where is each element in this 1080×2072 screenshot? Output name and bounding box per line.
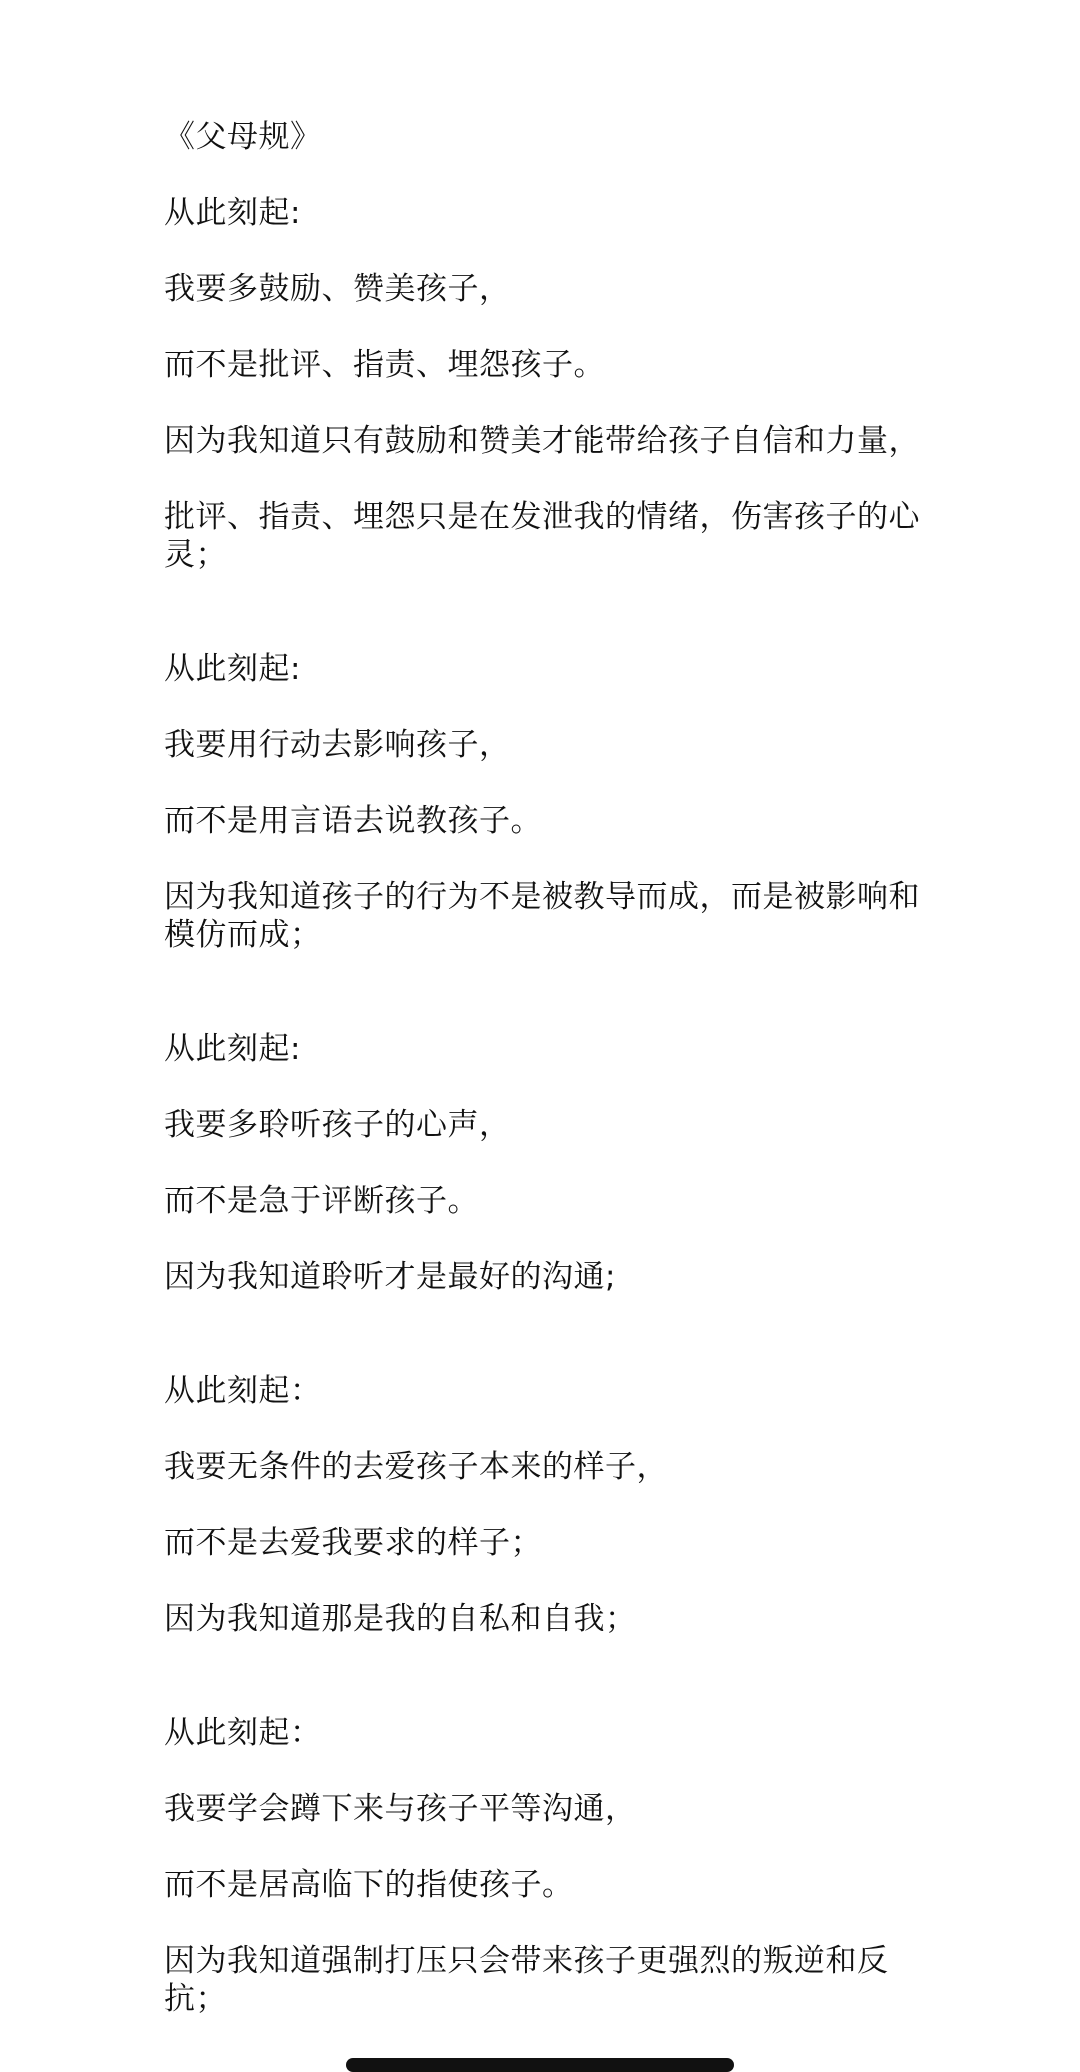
spacer xyxy=(164,156,924,194)
section-4 xyxy=(164,1372,924,1638)
section-2 xyxy=(164,650,924,954)
section-heading: 从此刻起: xyxy=(164,651,301,687)
section-line: 因为我知道孩子的行为不是被教导而成，而是被影响和模仿而成； xyxy=(164,879,920,953)
section-line: 因为我知道聆听才是最好的沟通; xyxy=(164,1259,616,1295)
section-line: 因为我知道只有鼓励和赞美才能带给孩子自信和力量， xyxy=(164,423,920,459)
section-5 xyxy=(164,1714,924,2018)
section-heading: 从此刻起: xyxy=(164,195,301,231)
document-body xyxy=(164,118,924,2018)
section-line: 因为我知道那是我的自私和自我； xyxy=(164,1601,637,1637)
section-line: 而不是急于评断孩子。 xyxy=(164,1183,479,1219)
section-line: 而不是居高临下的指使孩子。 xyxy=(164,1867,574,1903)
home-indicator-bar[interactable] xyxy=(346,2058,734,2072)
section-line: 批评、指责、埋怨只是在发泄我的情绪，伤害孩子的心灵； xyxy=(164,499,920,573)
section-line: 因为我知道强制打压只会带来孩子更强烈的叛逆和反抗； xyxy=(164,1943,889,2017)
section-line: 我要多聆听孩子的心声， xyxy=(164,1107,511,1143)
section-3 xyxy=(164,1030,924,1296)
section-heading: 从此刻起: xyxy=(164,1031,301,1067)
section-line: 而不是用言语去说教孩子。 xyxy=(164,803,542,839)
section-line: 我要无条件的去爱孩子本来的样子， xyxy=(164,1449,668,1485)
section-line: 而不是批评、指责、埋怨孩子。 xyxy=(164,347,605,383)
section-line: 我要多鼓励、赞美孩子， xyxy=(164,271,511,307)
section-line: 我要学会蹲下来与孩子平等沟通， xyxy=(164,1791,637,1827)
section-line: 我要用行动去影响孩子， xyxy=(164,727,511,763)
section-1 xyxy=(164,194,924,574)
section-line: 而不是去爱我要求的样子； xyxy=(164,1525,542,1561)
section-heading: 从此刻起： xyxy=(164,1715,322,1751)
document-title: 《父母规》 xyxy=(164,119,322,155)
section-heading: 从此刻起： xyxy=(164,1373,322,1409)
